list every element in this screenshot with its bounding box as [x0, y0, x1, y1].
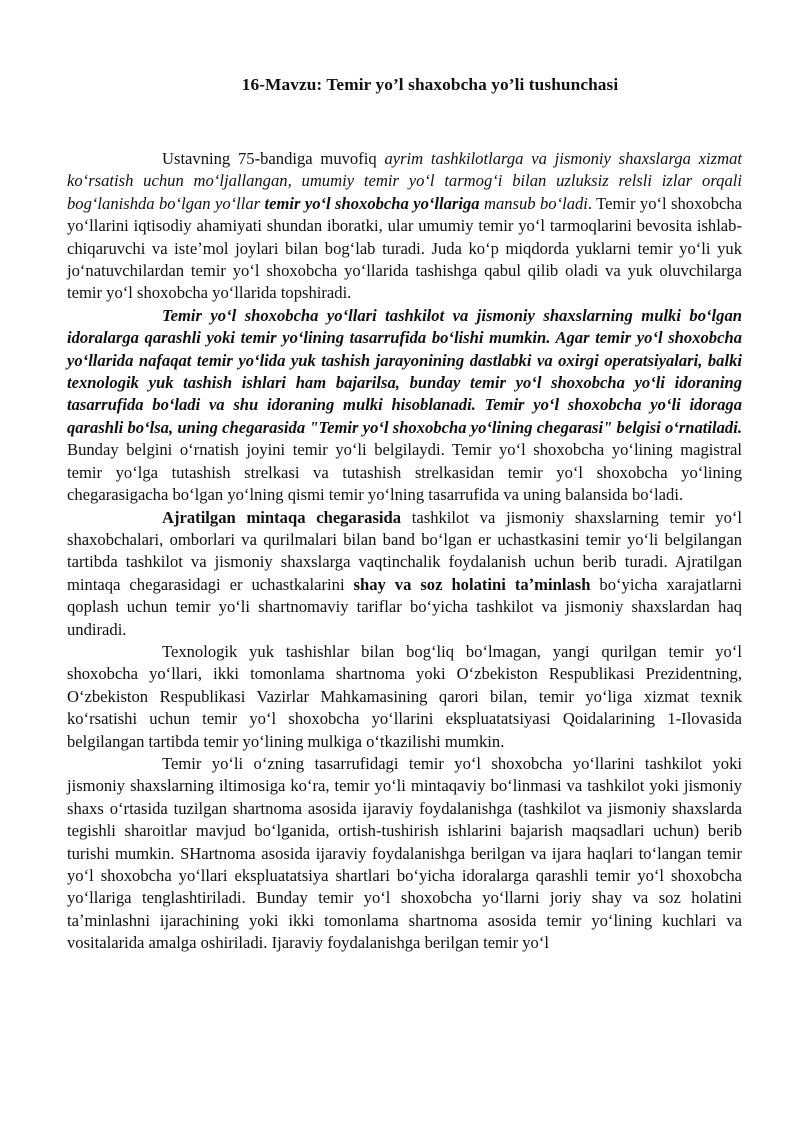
text-run-normal: Bunday belgini oʻrnatish joyini temir yoʻli belgilaydi. Temir yoʻl shoxobcha yoʻlining magistral temir yoʻlga tutashish strelkasi va tutashish strelkasidan temir yoʻl shoxobcha yoʻlining chegarasigacha boʻlgan yoʻlning qismi temir yoʻlning tasarrufida va uning balansida boʻladi.	[67, 440, 742, 505]
text-run-italic: mansub boʻladi	[479, 193, 588, 213]
paragraph-3	[67, 507, 742, 641]
text-run-normal: Ustavning 75-bandiga muvofiq	[162, 149, 385, 168]
paragraph-2	[67, 305, 742, 507]
text-run-italic: ayrim tashkilotlarga va jismoniy shaxslarga xizmat koʻrsatish uchun moʻljallangan, umumiy temir yoʻl tarmogʻi bilan uzluksiz relsli izlar orqali bogʻlanishda boʻlgan yoʻllar	[67, 149, 742, 213]
document-body	[67, 148, 742, 955]
paragraph-1	[67, 148, 742, 305]
page-title: 16-Mavzu: Temir yo’l shaxobcha yo’li tushunchasi	[241, 75, 619, 94]
text-run-bold: shay va soz holatini taʼminlash	[353, 574, 591, 594]
text-run-bold-italic: temir yoʻl shoxobcha yoʻllariga	[264, 193, 480, 213]
text-run-normal: boʻyicha xarajatlarni qoplash uchun temir yoʻli shartnomaviy tariflar boʻyicha tashkilot va jismoniy shaxslardan haq undiradi.	[67, 574, 742, 639]
text-run-bold: Ajratilgan mintaqa chegarasida	[162, 507, 402, 527]
paragraph-4	[67, 641, 742, 753]
text-run-normal: . Temir yoʻl shoxobcha yoʻllarini iqtisodiy ahamiyati shundan iboratki, ular umumiy temir yoʻl tarmoqlarini bevosita ishlab-chiqaruvchi va isteʼmol joylari bilan bogʻlab turadi. Juda koʻp miqdorda yuklarni temir yoʻli yuk joʻnatuvchilardan temir yoʻl shoxobcha yoʻllarida tashishga qabul qilib oladi va yuk oluvchilarga temir yoʻl shoxobcha yoʻllarida topshiradi.	[67, 193, 743, 303]
text-run-normal: Temir yoʻli oʻzning tasarrufidagi temir yoʻl shoxobcha yoʻllarini tashkilot yoki jismoniy shaxslarning iltimosiga koʻra, temir yoʻli mintaqaviy boʻlinmasi va tashkilot yoki jismoniy shaxs oʻrtasida tuzilgan shartnoma asosida ijaraviy foydalanishga (tashkilot va jismoniy shaxslarda tegishli sharoitlar mavjud boʻlganida, ortish-tushirish ishlarini bajarish maqsadlari uchun) berib turishi mumkin. SHartnoma asosida ijaraviy foydalanishga berilgan va ijara haqlari toʻlangan temir yoʻl shoxobcha yoʻllari ekspluatatsiya shartlari boʻyicha idoralarga qarashli temir yoʻl shoxobcha yoʻllariga tenglashtiriladi. Bunday temir yoʻl shoxobcha yoʻllarni joriy shay va soz holatini taʼminlashni ijarachining yoki ikki tomonlama shartnoma asosida temir yoʻlining kuchlari va vositalarida amalga oshiriladi. Ijaraviy foydalanishga berilgan temir yoʻl	[67, 753, 742, 953]
text-run-bold-italic: Temir yoʻl shoxobcha yoʻllari tashkilot va jismoniy shaxslarning mulki boʻlgan idoralarga qarashli yoki temir yoʻlining tasarrufida boʻlishi mumkin. Agar temir yoʻl shoxobcha yoʻllarida nafaqat temir yoʻlida yuk tashish jarayonining dastlabki va oxirgi operatsiyalari, balki texnologik yuk tashish ishlari ham bajarilsa, bunday temir yoʻl shoxobcha yoʻli idoraning tasarrufida boʻladi va shu idoraning mulki hisoblanadi. Temir yoʻl shoxobcha yoʻli idoraga qarashli boʻlsa, uning chegarasida "Temir yoʻl shoxobcha yoʻlining chegarasi" belgisi oʻrnatiladi.	[67, 305, 742, 437]
text-run-normal: tashkilot va jismoniy shaxslarning temir yoʻl shaxobchalari, omborlari va qurilmalari bilan band boʻlgan er uchastkasini temir yoʻli belgilangan tartibda tashkilot va jismoniy shaxslarga vaqtinchalik foydalanish uchun berib turadi. Ajratilgan mintaqa chegarasidagi er uchastkalarini	[67, 507, 743, 594]
text-run-normal: Texnologik yuk tashishlar bilan bogʻliq boʻlmagan, yangi qurilgan temir yoʻl shoxobcha yoʻllari, ikki tomonlama shartnoma yoki Oʻzbekiston Respublikasi Prezidentning, Oʻzbekiston Respublikasi Vazirlar Mahkamasining qarori bilan, temir yoʻliga xizmat texnik koʻrsatishi uchun temir yoʻl shoxobcha yoʻllarini ekspluatatsiyasi Qoidalarining 1-Ilovasida belgilangan tartibda temir yoʻlining mulkiga oʻtkazilishi mumkin.	[67, 641, 742, 751]
paragraph-5	[67, 753, 742, 955]
